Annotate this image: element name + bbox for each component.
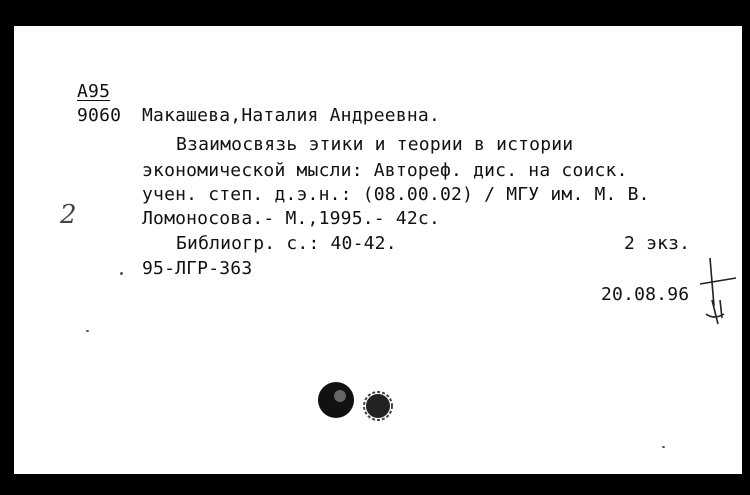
title-line: учен. степ. д.э.н.: (08.00.02) / МГУ им. М. В. [142, 184, 650, 205]
title-line: экономической мысли: Автореф. дис. на соиск. [142, 160, 628, 181]
catalog-card [14, 26, 742, 474]
shelfmark: А95 [77, 81, 111, 102]
copies-count: 2 экз. [624, 233, 691, 254]
author-name: Макашева,Наталия Андреевна. [142, 105, 440, 126]
handwritten-margin-mark: 2 [60, 200, 77, 230]
speck [86, 330, 89, 332]
punch-hole-marks [314, 378, 404, 428]
speck [120, 272, 123, 275]
handwritten-signature-mark [696, 256, 740, 326]
speck [662, 446, 665, 448]
inventory-number: 9060 [77, 105, 122, 126]
date-stamp: 20.08.96 [601, 284, 690, 305]
registry-code: 95-ЛГР-363 [142, 258, 253, 279]
bibliography-note: Библиогр. с.: 40-42. [176, 233, 397, 254]
title-line: Взаимосвязь этики и теории в истории [176, 134, 574, 155]
title-line: Ломоносова.- М.,1995.- 42с. [142, 208, 440, 229]
